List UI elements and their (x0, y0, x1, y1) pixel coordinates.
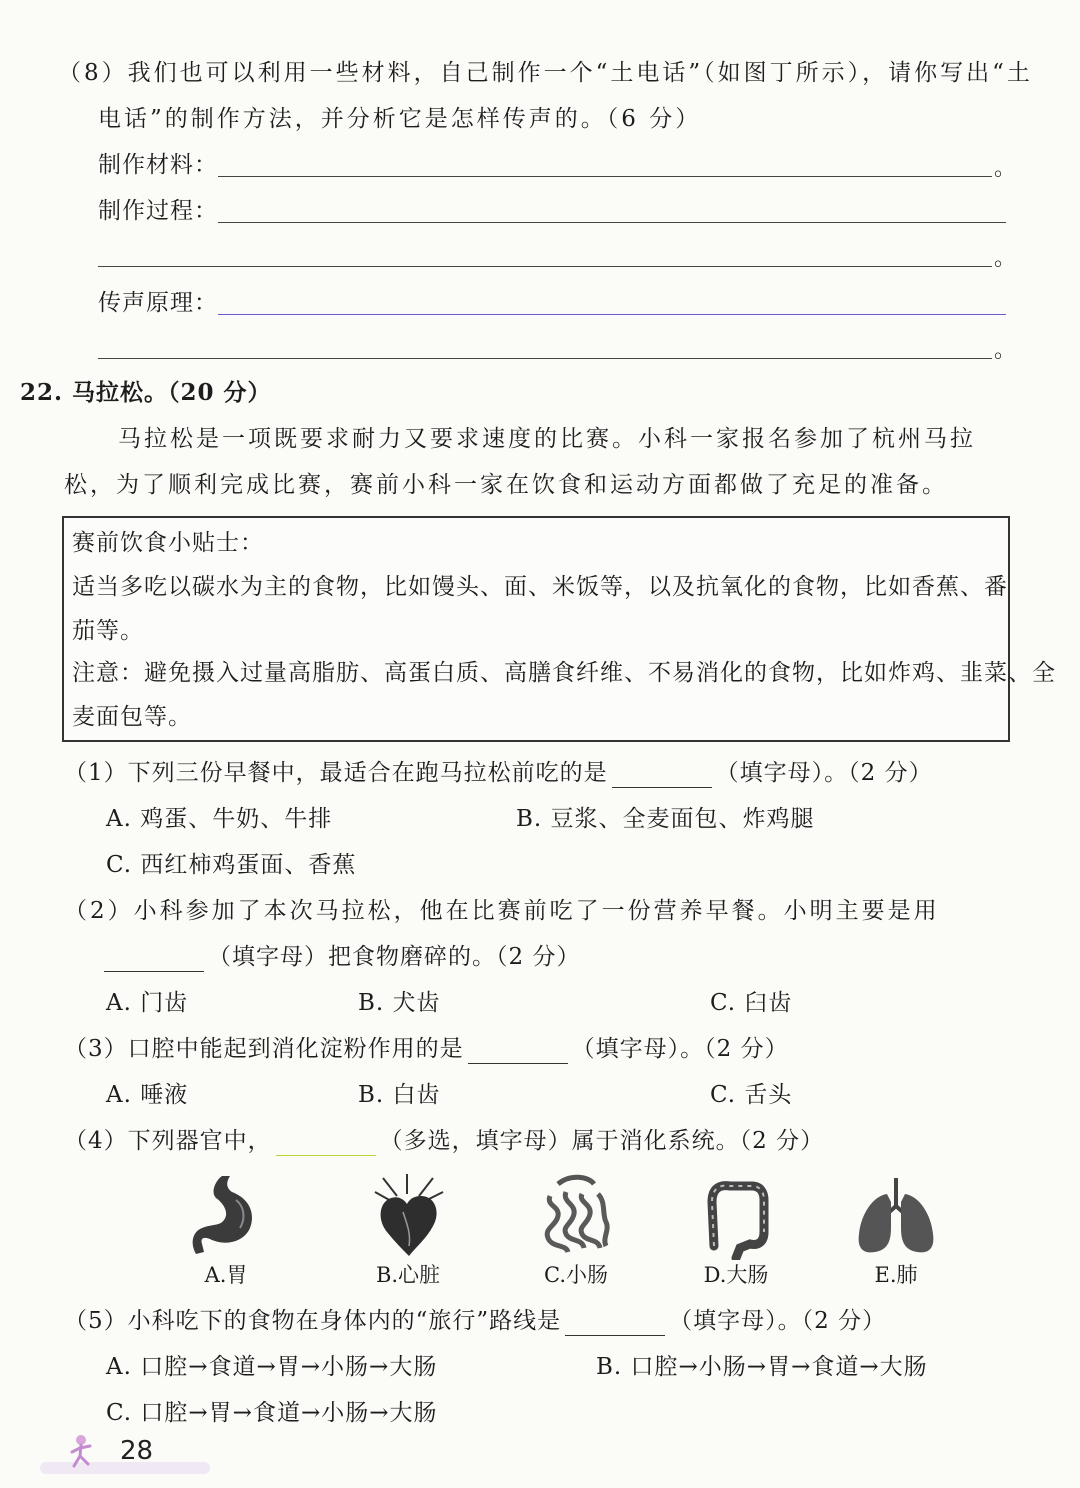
organ-large-intestine-label: D.大肠 (703, 1263, 769, 1287)
q22-3-answer-blank[interactable] (468, 1041, 568, 1064)
process-label: 制作过程： (98, 198, 218, 224)
lungs-icon (851, 1172, 941, 1260)
q22-4-stem: （4）下列器官中， （多选，填字母）属于消化系统。（2 分） (64, 1128, 825, 1154)
materials-period: 。 (994, 156, 1017, 181)
principle-answer-line-2[interactable] (98, 358, 992, 359)
q22-2-stem-line2: （填字母）把食物磨碎的。（2 分） (104, 942, 580, 972)
tips-line2: 茄等。 (72, 618, 144, 644)
page-number: 28 (120, 1436, 154, 1466)
q22-title: 22. 马拉松。（20 分） (20, 379, 272, 406)
q22-3-option-b: B. 白齿 (358, 1082, 441, 1108)
q22-4-answer-blank[interactable] (276, 1133, 376, 1156)
q22-1-option-c: C. 西红柿鸡蛋面、香蕉 (106, 852, 357, 878)
q22-intro-line1: 马拉松是一项既要求耐力又要求速度的比赛。小科一家报名参加了杭州马拉 (118, 426, 976, 452)
organ-small-intestine (516, 1172, 636, 1288)
principle-answer-line-1[interactable] (218, 314, 1006, 315)
stomach-icon (186, 1172, 266, 1260)
tips-line3: 注意：避免摄入过量高脂肪、高蛋白质、高膳食纤维、不易消化的食物，比如炸鸡、韭菜、全 (72, 660, 1056, 686)
organ-lungs-label: E.肺 (874, 1263, 918, 1287)
large-intestine-icon (696, 1172, 776, 1260)
diet-tips-box (62, 516, 1056, 742)
q22-2-option-a: A. 门齿 (106, 990, 189, 1016)
q22-3-option-c: C. 舌头 (710, 1082, 793, 1108)
q22-intro-line2: 松，为了顺利完成比赛，赛前小科一家在饮食和运动方面都做了充足的准备。 (64, 472, 948, 498)
q22-1-option-b: B. 豆浆、全麦面包、炸鸡腿 (516, 806, 815, 832)
materials-label: 制作材料： (98, 152, 218, 178)
q22-5-option-c: C. 口腔→胃→食道→小肠→大肠 (106, 1400, 438, 1426)
tips-heading: 赛前饮食小贴士： (72, 530, 264, 556)
q22-5-option-b: B. 口腔→小肠→胃→食道→大肠 (596, 1354, 928, 1380)
organ-stomach (166, 1172, 286, 1288)
process-period: 。 (994, 246, 1017, 271)
organ-stomach-label: A.胃 (204, 1263, 248, 1287)
q22-2-option-b: B. 犬齿 (358, 990, 441, 1016)
organ-heart (348, 1172, 468, 1288)
q22-1-stem: （1）下列三份早餐中，最适合在跑马拉松前吃的是 （填字母）。（2 分） (64, 760, 933, 786)
process-answer-line-2[interactable] (98, 266, 992, 267)
principle-label: 传声原理： (98, 290, 218, 316)
running-kid-icon (68, 1434, 94, 1468)
heart-icon (363, 1172, 453, 1260)
q22-3-stem: （3）口腔中能起到消化淀粉作用的是 （填字母）。（2 分） (64, 1036, 789, 1062)
organ-lungs (836, 1172, 956, 1288)
q22-5-answer-blank[interactable] (565, 1313, 665, 1336)
process-answer-line-1[interactable] (218, 222, 1006, 223)
q22-2-answer-blank[interactable] (104, 949, 204, 972)
materials-answer-line[interactable] (218, 176, 992, 177)
q22-1-answer-blank[interactable] (612, 765, 712, 788)
q21-8-stem-line1: （8）我们也可以利用一些材料，自己制作一个“土电话”（如图丁所示），请你写出“土 (58, 60, 1033, 86)
organ-small-intestine-label: C.小肠 (544, 1263, 608, 1287)
organ-heart-label: B.心脏 (375, 1263, 441, 1287)
q21-8-stem-line2: 电话”的制作方法，并分析它是怎样传声的。（6 分） (98, 106, 702, 132)
small-intestine-icon (536, 1172, 616, 1260)
q22-2-stem-line1: （2）小科参加了本次马拉松，他在比赛前吃了一份营养早餐。小明主要是用 (64, 898, 940, 924)
principle-period: 。 (994, 338, 1017, 363)
q22-1-option-a: A. 鸡蛋、牛奶、牛排 (106, 806, 333, 832)
tips-line4: 麦面包等。 (72, 704, 192, 730)
q22-2-option-c: C. 臼齿 (710, 990, 793, 1016)
q22-5-stem: （5）小科吃下的食物在身体内的“旅行”路线是 （填字母）。（2 分） (64, 1308, 887, 1334)
q22-5-option-a: A. 口腔→食道→胃→小肠→大肠 (106, 1354, 438, 1380)
q22-3-option-a: A. 唾液 (106, 1082, 189, 1108)
tips-line1: 适当多吃以碳水为主的食物，比如馒头、面、米饭等，以及抗氧化的食物，比如香蕉、番 (72, 574, 1008, 600)
organ-large-intestine (676, 1172, 796, 1288)
